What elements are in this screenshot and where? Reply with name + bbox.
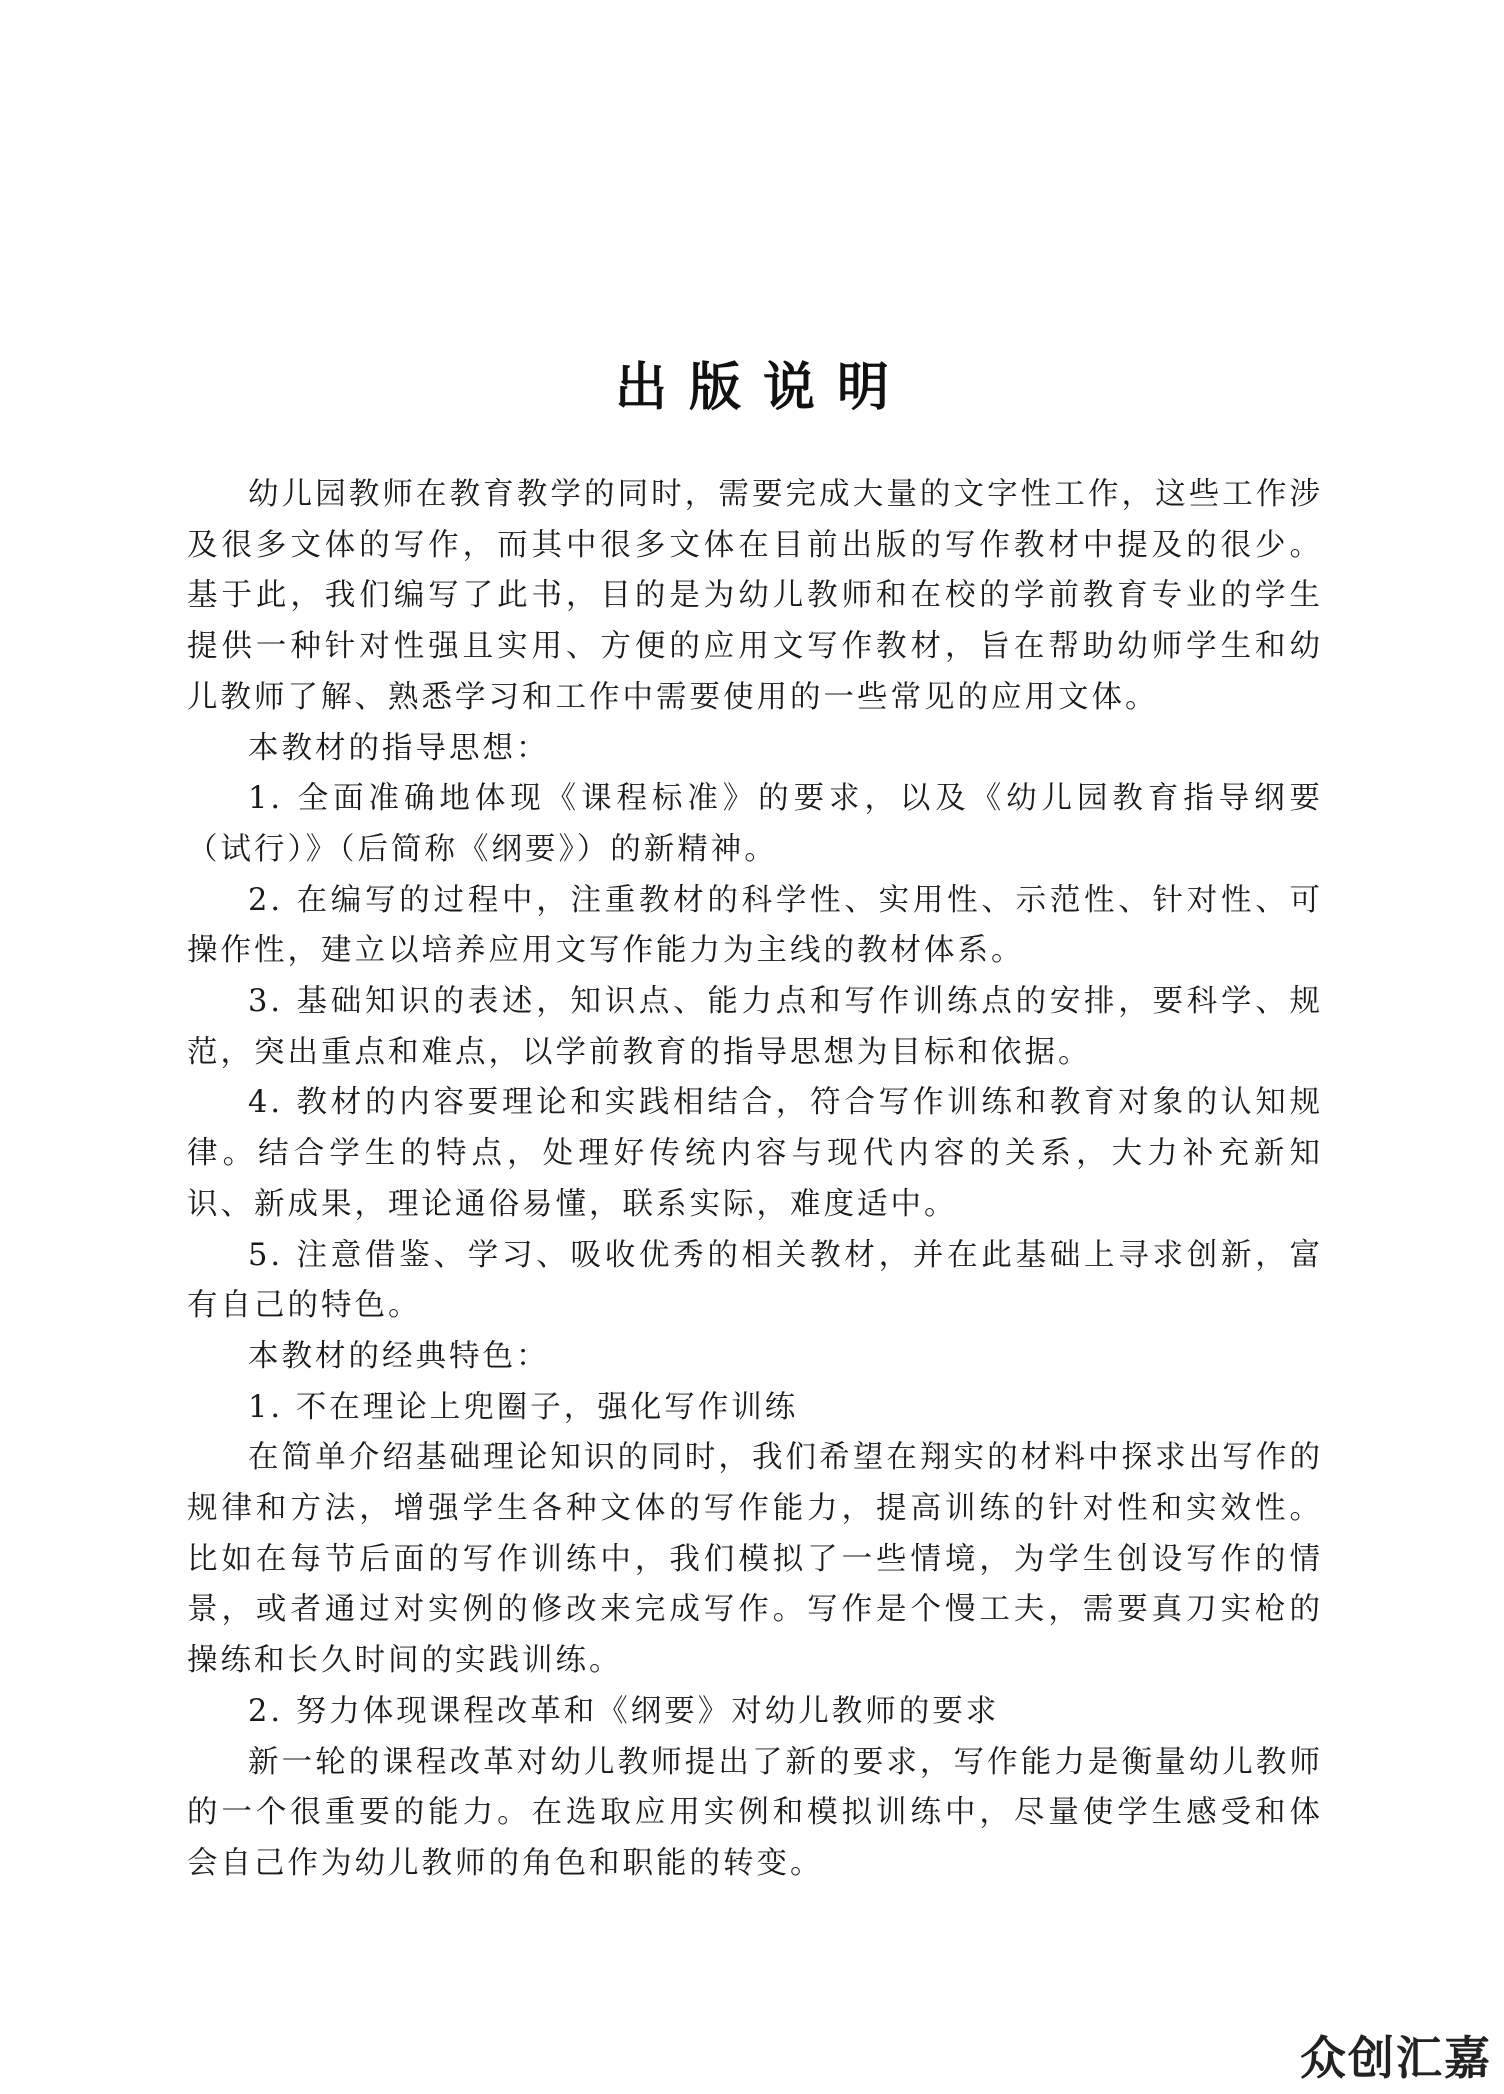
- paragraph-guiding-2: 2. 在编写的过程中，注重教材的科学性、实用性、示范性、针对性、可操作性，建立以培养应用文写作能力为主线的教材体系。: [187, 882, 1323, 969]
- paragraph-guiding-3: 3. 基础知识的表述，知识点、能力点和写作训练点的安排，要科学、规范，突出重点和难点，以学前教育的指导思想为目标和依据。: [187, 984, 1323, 1070]
- paragraph-guiding-heading: 本教材的指导思想：: [248, 730, 550, 766]
- paragraph-intro: 幼儿园教师在教育教学的同时，需要完成大量的文字性工作，这些工作涉及很多文体的写作，而其中很多文体在目前出版的写作教材中提及的很少。基于此，我们编写了此书，目的是为幼儿教师和在校的学前教育专业的学生提供一种针对性强且实用、方便的应用文写作教材，旨在帮助幼师学生和幼儿教师了解、熟悉学习和工作中需要使用的一些常见的应用文体。: [187, 477, 1323, 715]
- page-title: 出版说明: [614, 357, 911, 418]
- paragraph-feature-1-title: 1. 不在理论上兜圈子，强化写作训练: [248, 1389, 799, 1425]
- paragraph-feature-2-title: 2. 努力体现课程改革和《纲要》对幼儿教师的要求: [248, 1693, 1000, 1729]
- paragraph-guiding-5: 5. 注意借鉴、学习、吸收优秀的相关教材，并在此基础上寻求创新，富有自己的特色。: [187, 1237, 1323, 1324]
- paragraph-feature-1-body: 在简单介绍基础理论知识的同时，我们希望在翔实的材料中探求出写作的规律和方法，增强学生各种文体的写作能力，提高训练的针对性和实效性。比如在每节后面的写作训练中，我们模拟了一些情境，为学生创设写作的情景，或者通过对实例的修改来完成写作。写作是个慢工夫，需要真刀实枪的操练和长久时间的实践训练。: [187, 1440, 1323, 1679]
- paragraph-feature-2-body: 新一轮的课程改革对幼儿教师提出了新的要求，写作能力是衡量幼儿教师的一个很重要的能力。在选取应用实例和模拟训练中，尽量使学生感受和体会自己作为幼儿教师的角色和职能的转变。: [187, 1744, 1323, 1881]
- watermark-logo: 众创汇嘉: [1300, 2031, 1492, 2085]
- paragraph-features-heading: 本教材的经典特色：: [248, 1338, 550, 1374]
- paragraph-guiding-1: 1. 全面准确地体现《课程标准》的要求，以及《幼儿园教育指导纲要（试行）》（后简称《纲要》）的新精神。: [187, 781, 1323, 867]
- paragraph-guiding-4: 4. 教材的内容要理论和实践相结合，符合写作训练和教育对象的认知规律。结合学生的特点，处理好传统内容与现代内容的关系，大力补充新知识、新成果，理论通俗易懂，联系实际，难度适中。: [187, 1085, 1323, 1222]
- body-text: [187, 470, 1323, 1890]
